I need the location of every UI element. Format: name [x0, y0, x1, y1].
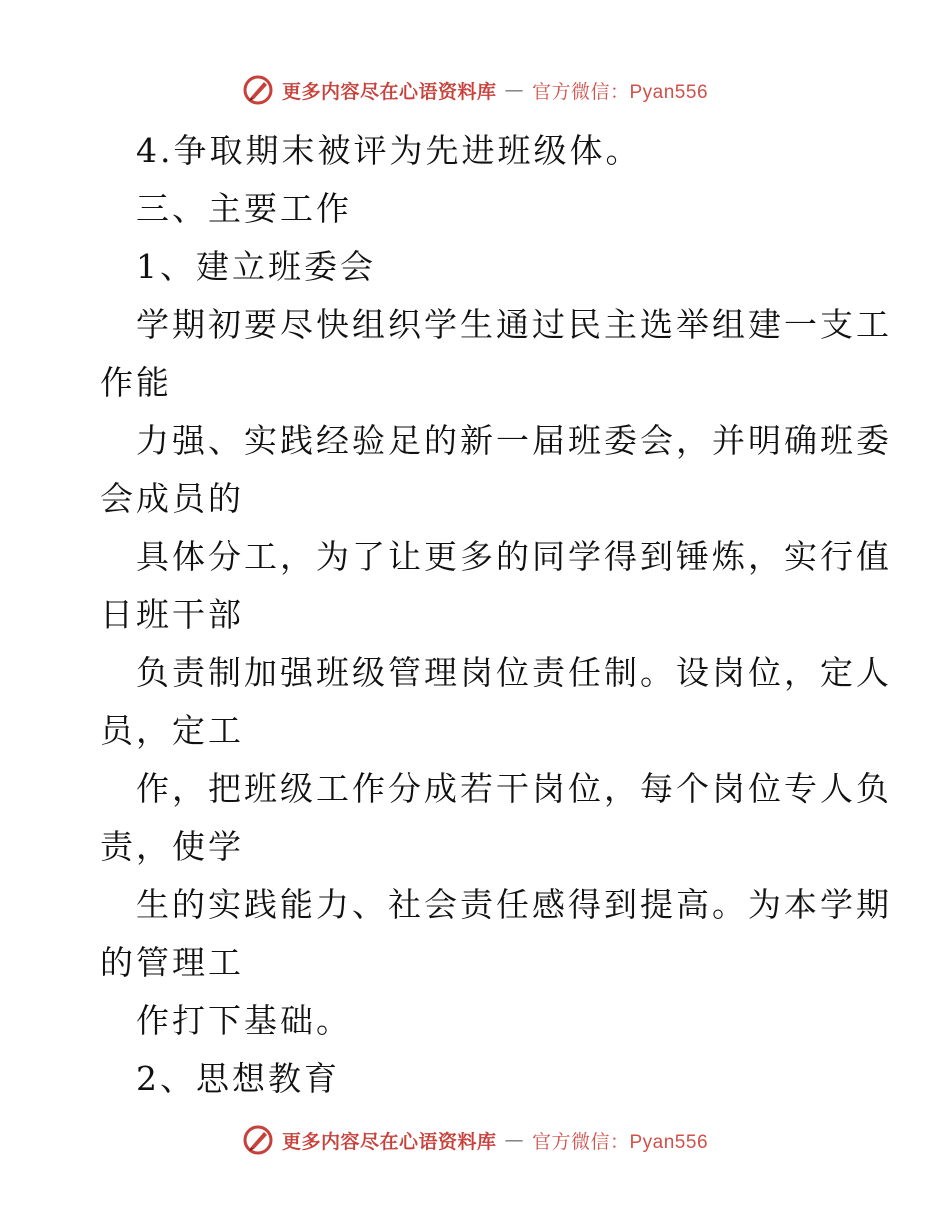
- text-line: 具体分工，为了让更多的同学得到锤炼，实行值: [136, 537, 892, 576]
- text-line: 负责制加强班级管理岗位责任制。设岗位，定人: [136, 653, 892, 692]
- footer-banner: [0, 1120, 950, 1160]
- text-line: 作打下基础。: [136, 1001, 352, 1040]
- text-line: 的管理工: [100, 943, 244, 982]
- text-line: 生的实践能力、社会责任感得到提高。为本学期: [136, 885, 892, 924]
- banner-wechat-text: 官方微信：Pyan556: [532, 81, 709, 103]
- quill-pen-icon: [242, 74, 274, 106]
- banner-main-text: 更多内容尽在心语资料库: [281, 80, 497, 103]
- banner-separator: —: [504, 79, 524, 101]
- banner-main-text: 更多内容尽在心语资料库: [281, 1130, 497, 1153]
- text-line: 作能: [100, 363, 172, 402]
- section-heading: 三、主要工作: [136, 189, 352, 228]
- document-body: [100, 122, 892, 1108]
- header-banner: [0, 70, 950, 110]
- text-line: 会成员的: [100, 479, 244, 518]
- text-line: 作，把班级工作分成若干岗位，每个岗位专人负: [136, 769, 892, 808]
- banner-separator: —: [504, 1129, 524, 1151]
- text-line: 员，定工: [100, 711, 244, 750]
- quill-pen-icon: [242, 1124, 274, 1156]
- subsection-heading: 2、思想教育: [136, 1059, 340, 1098]
- text-line: 责，使学: [100, 827, 244, 866]
- subsection-heading: 1、建立班委会: [136, 247, 376, 286]
- text-line: 日班干部: [100, 595, 244, 634]
- text-line: 力强、实践经验足的新一届班委会，并明确班委: [136, 421, 892, 460]
- banner-wechat-text: 官方微信：Pyan556: [532, 1131, 709, 1153]
- text-line: 4.争取期末被评为先进班级体。: [136, 131, 642, 170]
- text-line: 学期初要尽快组织学生通过民主选举组建一支工: [136, 305, 892, 344]
